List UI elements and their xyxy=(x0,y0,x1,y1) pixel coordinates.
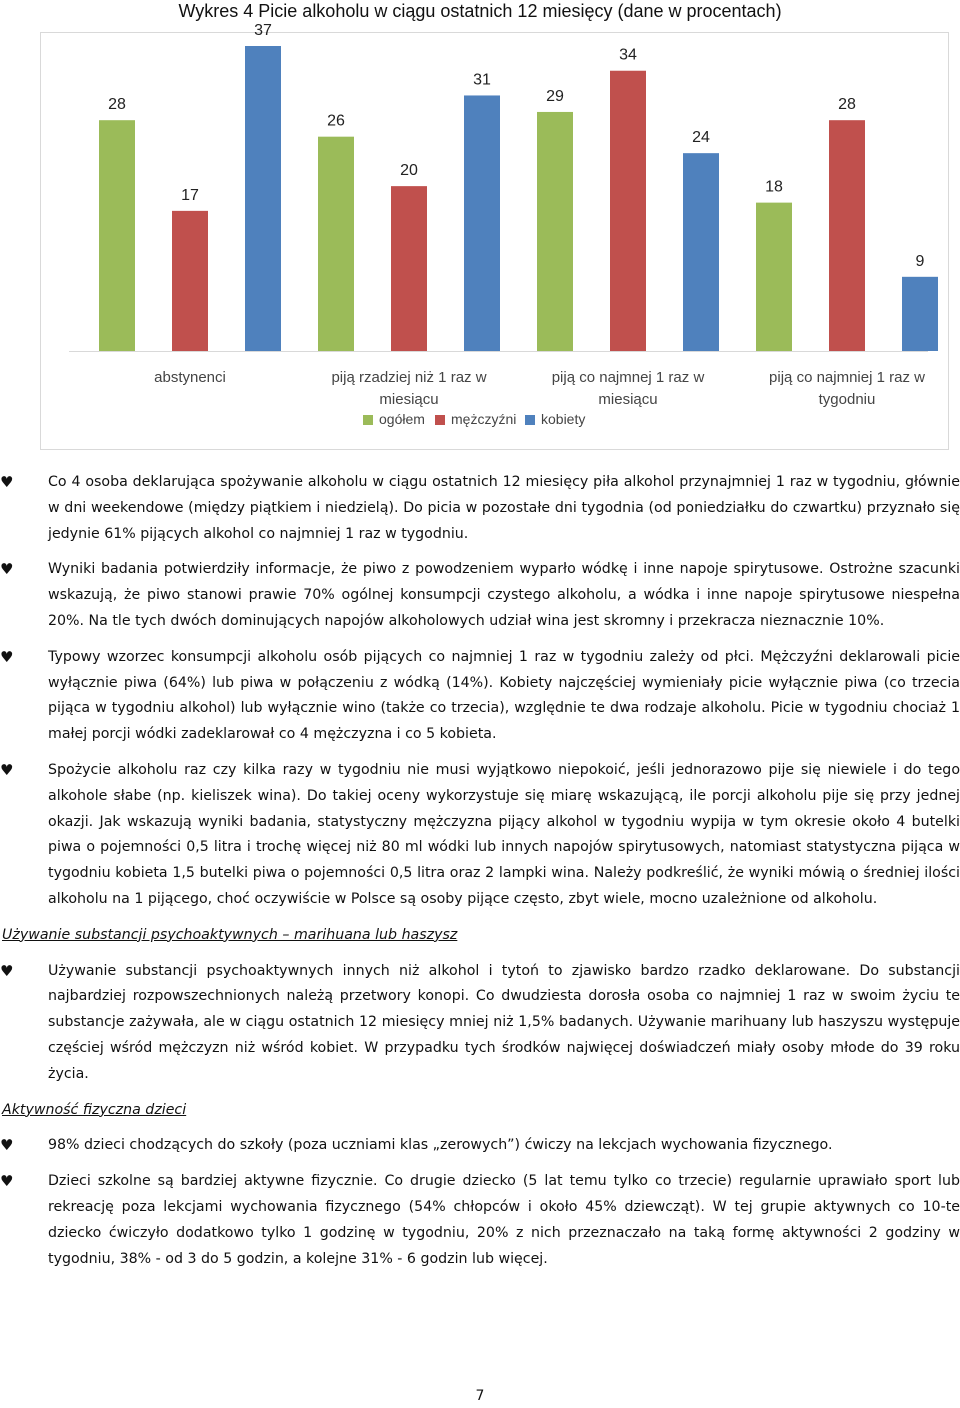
category-label: miesiącu xyxy=(379,391,439,408)
document-body xyxy=(0,470,960,1282)
bullet-list-alcohol xyxy=(0,470,960,913)
heart-bullet-icon: ♥ xyxy=(0,760,14,779)
bullet-paragraph xyxy=(0,557,960,634)
data-label: 18 xyxy=(765,178,783,196)
bullet-paragraph xyxy=(0,470,960,547)
bullet-paragraph xyxy=(0,1169,960,1272)
chart-area xyxy=(40,22,949,450)
legend-label: kobiety xyxy=(541,411,586,427)
bar-mężczyźni xyxy=(829,120,865,351)
bullet-paragraph xyxy=(0,959,960,1088)
page-number: 7 xyxy=(475,1388,485,1404)
paragraph-text: Spożycie alkoholu raz czy kilka razy w tygodniu nie musi wyjątkowo niepokoić, jeśli jednorazowo pije się niewiele i do tego alkohole słabe (np. kieliszek wina). Do takiej oceny wykorzystuje się miarę wskazującą, ile porcji alkoholu pije się przy jednej okazji. Jak wskazują wyniki badania, statystyczny mężczyzna pijący alkohol w tygodniu wypija w tym okresie około 4 butelki piwa o pojemności 0,5 litra i trochę więcej niż 80 ml wódki lub innych napojów spirytusowych, natomiast statystyczna pijąca w tygodniu kobieta 1,5 butelki piwa o pojemności 0,5 litra oraz 2 lampki wina. Należy podkreślić, że wyniki mówią o średniej ilości alkoholu na 1 pijącego, choć oczywiście w Polsce są osoby pijące często, zbyt wiele, mocno uzależnione od alkoholu. xyxy=(48,761,960,907)
bar-mężczyźni xyxy=(172,211,208,351)
data-label: 24 xyxy=(692,129,710,147)
data-label: 28 xyxy=(838,96,856,114)
heart-bullet-icon: ♥ xyxy=(0,560,14,579)
heart-bullet-icon: ♥ xyxy=(0,473,14,491)
data-label: 28 xyxy=(108,96,126,114)
bar-kobiety xyxy=(683,153,719,351)
category-label: miesiącu xyxy=(598,391,658,408)
legend-swatch-ogółem xyxy=(363,415,373,425)
bullet-paragraph xyxy=(0,645,960,748)
bullet-paragraph xyxy=(0,758,960,913)
category-label: piją co najmnej 1 raz w xyxy=(551,369,705,386)
heart-bullet-icon: ♥ xyxy=(0,1136,14,1155)
category-label: tygodniu xyxy=(818,391,876,408)
paragraph-text: Używanie substancji psychoaktywnych innych niż alkohol i tytoń to zjawisko bardzo rzadko deklarowane. Do substancji najbardziej rozpowszechnionych należą przetwory konopi. Co dwudziesta dorosła osoba co najmniej 1 raz w swoim życiu te substancje zażywała, ale w ciągu ostatnich 12 miesięcy mniej niż 1,5% badanych. Używanie marihuany lub haszyszu występuje częściej wśród mężczyzn niż wśród kobiet. W przypadku tych środków najwięcej doświadczeń miały osoby młode do 39 roku życia. xyxy=(48,962,960,1082)
bullet-paragraph xyxy=(0,1133,960,1159)
category-label: abstynenci xyxy=(154,369,226,386)
chart-title: Wykres 4 Picie alkoholu w ciągu ostatnich 12 miesięcy (dane w procentach) xyxy=(178,1,782,21)
bar-chart xyxy=(41,22,950,451)
paragraph-text: Co 4 osoba deklarująca spożywanie alkoholu w ciągu ostatnich 12 miesięcy piła alkohol przynajmniej 1 raz w tygodniu, głównie w dni weekendowe (między piątkiem i niedzielą). Do picia w pozostałe dni tygodnia (od poniedziałku do czwartku) przyznało się jedynie 61% pijących alkohol co najmniej 1 raz w tygodniu. xyxy=(48,474,960,542)
bar-ogółem xyxy=(537,112,573,351)
paragraph-text: 98% dzieci chodzących do szkoły (poza uczniami klas „zerowych”) ćwiczy na lekcjach wychowania fizycznego. xyxy=(48,1137,833,1154)
data-label: 9 xyxy=(915,252,925,270)
bar-kobiety xyxy=(464,95,500,351)
heart-bullet-icon: ♥ xyxy=(0,1172,14,1191)
bar-kobiety xyxy=(245,46,281,351)
bullet-list-psychoactive xyxy=(0,959,960,1088)
bar-ogółem xyxy=(318,137,354,351)
bullet-list-physical-activity xyxy=(0,1133,960,1272)
data-label: 20 xyxy=(400,162,418,180)
data-label: 29 xyxy=(546,87,564,105)
data-label: 31 xyxy=(473,71,491,89)
heart-bullet-icon: ♥ xyxy=(0,961,14,980)
category-label: piją rzadziej niż 1 raz w xyxy=(331,369,487,386)
data-label: 26 xyxy=(327,112,345,130)
data-label: 17 xyxy=(181,186,199,204)
bar-kobiety xyxy=(902,277,938,351)
legend-swatch-mężczyźni xyxy=(435,415,445,425)
bar-ogółem xyxy=(99,120,135,351)
paragraph-text: Wyniki badania potwierdziły informacje, że piwo z powodzeniem wyparło wódkę i inne napoje spirytusowe. Ostrożne szacunki wskazują, że piwo stanowi prawie 70% ogólnej konsumpcji czystego alkoholu, a wódka i inne napoje spirytusowe niespełna 20%. Na tle tych dwóch dominujących napojów alkoholowych udział wina jest skromny i przekracza nieznacznie 10%. xyxy=(48,561,960,629)
bar-mężczyźni xyxy=(391,186,427,351)
category-label: piją co najmniej 1 raz w xyxy=(769,369,925,386)
paragraph-text: Typowy wzorzec konsumpcji alkoholu osób pijących co najmniej 1 raz w tygodniu zależy od płci. Mężczyźni deklarowali picie wyłącznie piwa (64%) lub piwa w połączeniu z wódką (14%). Kobiety najczęściej wymieniały picie wyłącznie piwa (co trzecia pijąca w tygodniu alkohol) lub wyłącznie wino (także co trzecia), względnie te dwa rodzaje alkoholu. Picie w tygodniu chociaż 1 małej porcji wódki zadeklarował co 4 mężczyzna i co 5 kobieta. xyxy=(48,648,960,743)
heart-bullet-icon: ♥ xyxy=(0,647,14,666)
legend-label: mężczyźni xyxy=(451,411,517,427)
section-heading-physical-activity: Aktywność fizyczna dzieci xyxy=(2,1101,187,1118)
legend-label: ogółem xyxy=(379,411,425,427)
legend-swatch-kobiety xyxy=(525,415,535,425)
bar-ogółem xyxy=(756,203,792,351)
paragraph-text: Dzieci szkolne są bardziej aktywne fizycznie. Co drugie dziecko (5 lat temu tylko co trzecie) regularnie uprawiało sport lub rekreację poza lekcjami wychowania fizycznego (54% chłopców i około 45% dziewcząt). W tej grupie aktywnych co 10-te dziecko ćwiczyło dodatkowo tylko 1 godzinę w tygodniu, 20% z nich przeznaczało na taką formę aktywności 2 godziny w tygodniu, 38% - od 3 do 5 godzin, a kolejne 31% - 6 godzin lub więcej. xyxy=(48,1173,960,1267)
data-label: 34 xyxy=(619,46,637,64)
section-heading-psychoactive: Używanie substancji psychoaktywnych – marihuana lub haszysz xyxy=(2,926,458,943)
data-label: 37 xyxy=(254,22,272,39)
bar-mężczyźni xyxy=(610,71,646,351)
